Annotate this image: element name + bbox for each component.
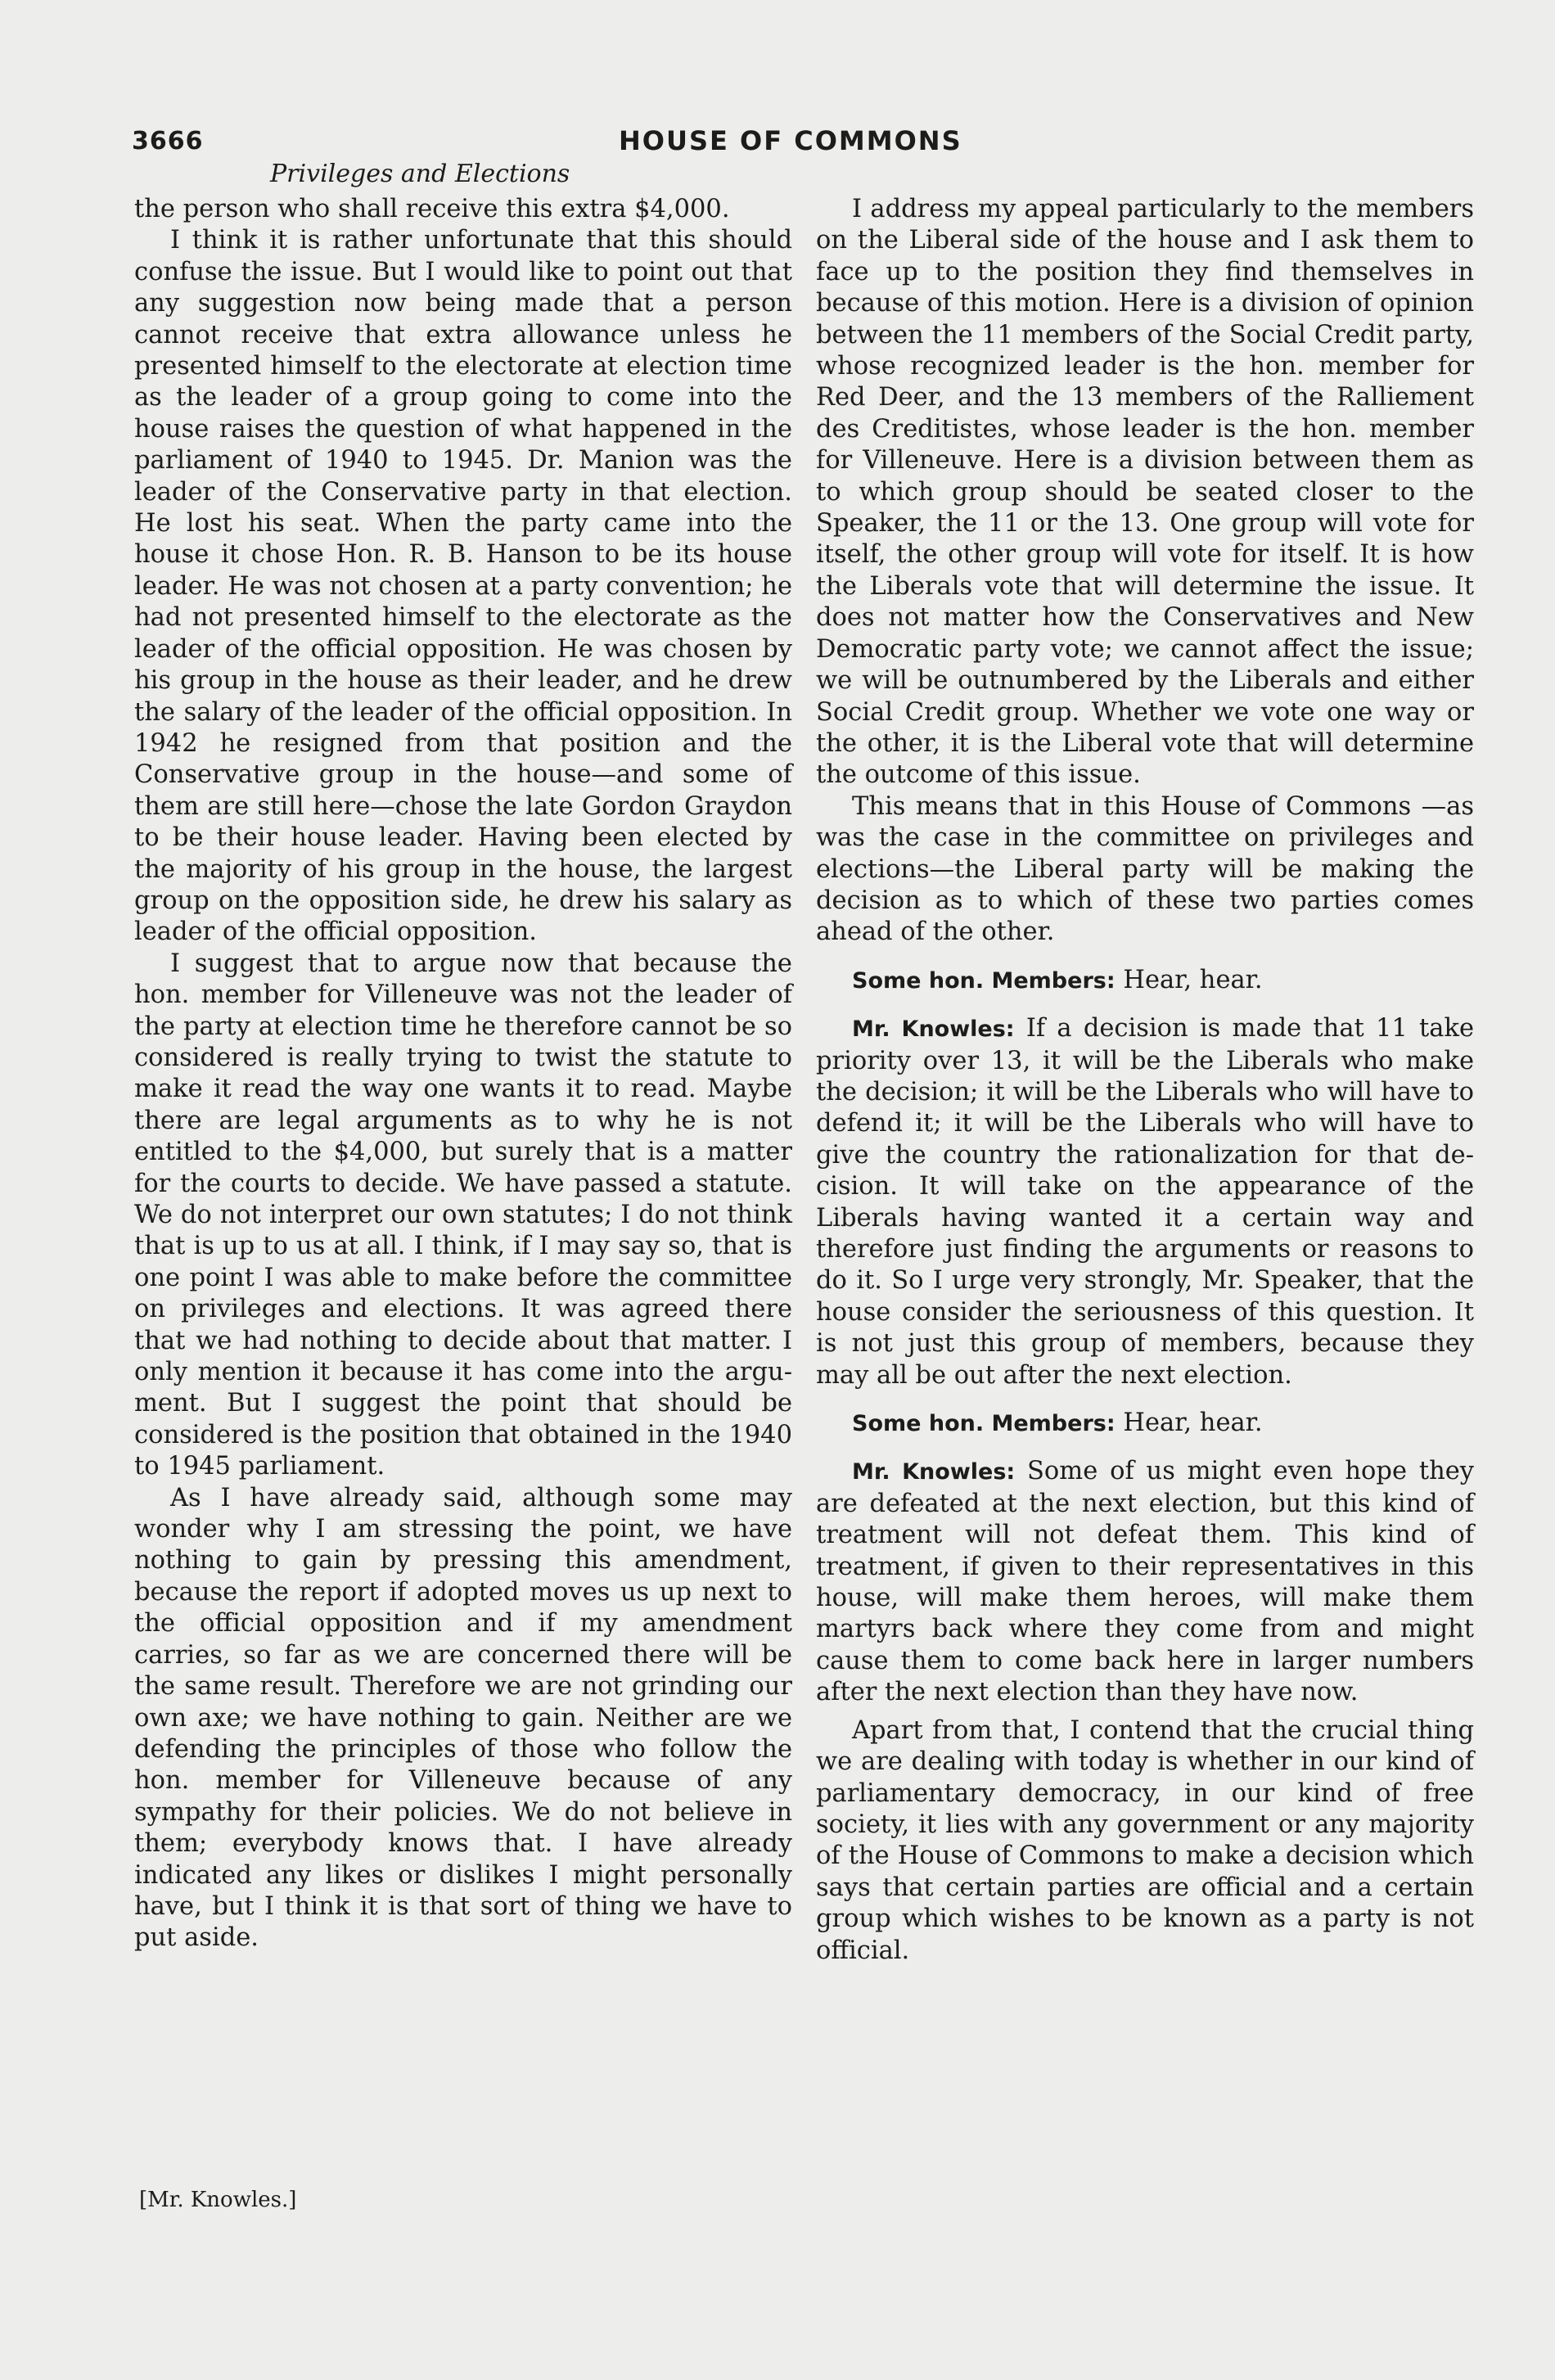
speech: [816, 965, 1474, 997]
speaker-name: Some hon. Members:: [852, 967, 1116, 994]
paragraph: This means that in this House of Commons —as was the case in the committee on privileges and elections—the Liberal party will be making the decision as to which of these two parties comes ahead of the other.: [816, 791, 1474, 947]
speech-text: If a decision is made that 11 take priority over 13, it will be the Liberals who make the decision; it will be the Liberals who will have to defend it; it will be the Liberals who will have to give the country the rationalization for that decision. It will take on the appearance of the Liberals having wanted it a certain way and therefore just finding the arguments or reasons to do it. So I urge very strongly, Mr. Speaker, that the house consider the seriousness of this question. It is not just this group of members, because they may all be out after the next election.: [816, 1014, 1475, 1390]
paragraph: I address my appeal particularly to the members on the Liberal side of the house and I ask them to face up to the position they find themselves in because of this motion. Here is a division of opinion between the 11 members of the Social Credit party, whose recognized leader is the hon. member for Red Deer, and the 13 members of the Ralliement des Creditistes, whose leader is the hon. member for Villeneuve. Here is a division between them as to which group should be seated closer to the Speaker, the 11 or the 13. One group will vote for itself, the other group will vote for itself. It is how the Liberals vote that will determine the issue. It does not matter how the Conservatives and New Democratic party vote; we cannot affect the issue; we will be outnumbered by the Liberals and either Social Credit group. Whether we vote one way or the other, it is the Liberal vote that will determine the outcome of this issue.: [816, 195, 1474, 790]
paragraph: the person who shall receive this extra $4,000.: [134, 195, 730, 223]
speech: [816, 1408, 1474, 1440]
speech-text: Hear, hear.: [1123, 965, 1263, 994]
subject-heading: Privileges and Elections: [270, 160, 570, 188]
right-column: [816, 194, 1474, 1967]
speech-text: Some of us might even hope they are defeated at the next election, but this kind of treatment will not defeat them. This kind of treatment, if given to their representatives in this house, will make them heroes, will make them martyrs back where they come from and might cause them to come back here in larger numbers after the next election than they have now.: [816, 1457, 1474, 1707]
speech: [816, 1456, 1474, 1708]
page-number: 3666: [132, 127, 204, 156]
speech: [816, 1013, 1474, 1391]
running-head: HOUSE OF COMMONS: [619, 125, 962, 156]
paragraph: Apart from that, I contend that the crucial thing we are dealing with today is whether in our kind of parliamentary democracy, in our kind of free society, it lies with any government or any majority of the House of Commons to make a decision which says that certain parties are official and a certain group which wishes to be known as a party is not official.: [816, 1715, 1474, 1965]
speaker-name: Some hon. Members:: [852, 1411, 1116, 1437]
speaker-name: Mr. Knowles:: [852, 1459, 1016, 1485]
left-column: [134, 194, 792, 1954]
speaker-footer: [Mr. Knowles.]: [139, 2188, 297, 2212]
paragraph: I suggest that to argue now that because the hon. member for Villeneuve was not the leader of the party at election time he therefore cannot be so considered is really trying to twist the statute to make it read the way one wants it to read. Maybe there are legal arguments as to why he is not entitled to the $4,000, but surely that is a matter for the courts to decide. We have passed a statute. We do not interpret our own statutes; I do not think that is up to us at all. I think, if I may say so, that is one point I was able to make before the committee on privileges and elections. It was agreed there that we had nothing to decide about that matter. I only mention it because it has come into the argument. But I suggest the point that should be considered is the position that obtained in the 1940 to 1945 parliament.: [134, 949, 792, 1481]
paragraph: I think it is rather unfortunate that this should confuse the issue. But I would like to point out that any suggestion now being made that a person cannot receive that extra allowance unless he presented himself to the electorate at election time as the leader of a group going to come into the house raises the question of what happened in the parliament of 1940 to 1945. Dr. Manion was the leader of the Conservative party in that election. He lost his seat. When the party came into the house it chose Hon. R. B. Hanson to be its house leader. He was not chosen at a party convention; he had not presented himself to the electorate as the leader of the official opposition. He was chosen by his group in the house as their leader, and he drew the salary of the leader of the official opposition. In 1942 he resigned from that position and the Conservative group in the house—and some of them are still here—chose the late Gordon Graydon to be their house leader. Having been elected by the majority of his group in the house, the largest group on the opposition side, he drew his salary as leader of the official opposition.: [134, 226, 792, 947]
speech-text: Hear, hear.: [1123, 1409, 1263, 1438]
paragraph: As I have already said, although some may wonder why I am stressing the point, we have nothing to gain by pressing this amendment, because the report if adopted moves us up next to the official opposition and if my amendment carries, so far as we are concerned there will be the same result. Therefore we are not grinding our own axe; we have nothing to gain. Neither are we defending the principles of those who follow the hon. member for Villeneuve because of any sympathy for their policies. We do not believe in them; everybody knows that. I have already indicated any likes or dislikes I might personally have, but I think it is that sort of thing we have to put aside.: [134, 1483, 792, 1953]
speaker-name: Mr. Knowles:: [852, 1016, 1015, 1043]
